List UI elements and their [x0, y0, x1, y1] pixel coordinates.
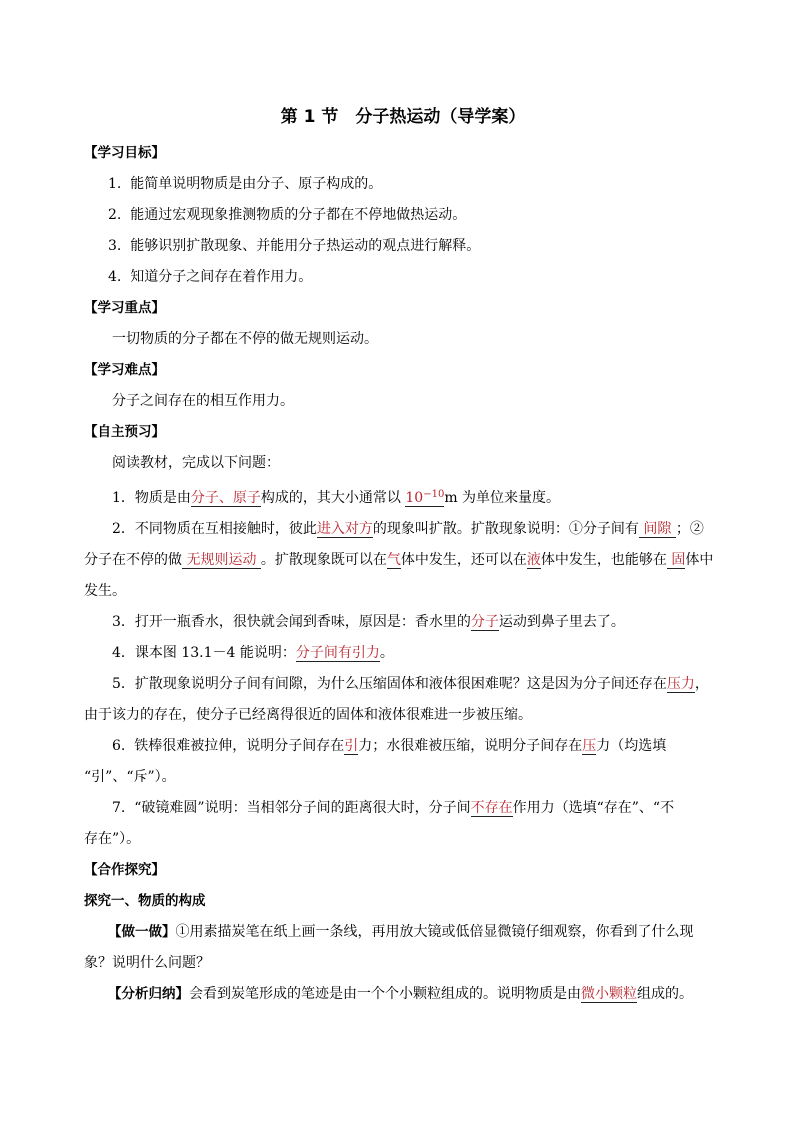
q-text: 体中: [685, 552, 714, 568]
explore-subheading: 探究一、物质的构成: [84, 893, 206, 909]
q-text: 1．物质是由: [112, 490, 191, 506]
q-text: 铁棒很难被拉伸，说明分子间存在: [134, 738, 345, 754]
goal-item: [84, 262, 712, 293]
answer-exponent: −10: [423, 489, 445, 500]
analysis: [84, 979, 712, 1010]
goal-item: [84, 231, 712, 262]
goal-num: 1.: [108, 176, 122, 192]
q-text: 力；水很难被压缩，说明分子间存在: [358, 738, 583, 754]
question-7-cont: 存在”）。: [84, 831, 141, 847]
do-activity: [84, 917, 712, 948]
answer-blank: 10: [405, 490, 424, 506]
question-5-cont: 由于该力的存在，使分子已经离得很近的固体和液体很难进一步被压缩。: [84, 707, 532, 723]
q-num: 6.: [112, 738, 126, 754]
page-title: 第 1 节 分子热运动（导学案）: [280, 107, 526, 127]
answer-blank: 压: [582, 738, 597, 754]
question-7: [84, 793, 712, 824]
q-text: 3．打开一瓶香水，很快就会闻到香味，原因是：香水里的: [112, 614, 471, 630]
goal-num: 3.: [108, 238, 122, 254]
answer-blank: 分子: [470, 614, 499, 630]
question-2: [84, 514, 712, 545]
q-text: 体中发生，也能够在: [540, 552, 667, 568]
answer-blank: 间隙: [638, 521, 676, 537]
do-label: 【做一做】: [108, 924, 176, 940]
q-text: 为单位来量度。: [457, 490, 561, 506]
answer-blank: 引: [344, 738, 359, 754]
question-4: [84, 638, 712, 669]
answer-blank: 微小颗粒: [581, 986, 637, 1002]
q-text: “破镜难圆”说明：当相邻分子间的距离很大时，分子间: [134, 800, 471, 816]
preview-heading: 【自主预习】: [84, 424, 165, 440]
difficulty-text: 分子之间存在的相互作用力。: [112, 393, 294, 409]
goal-num: 4.: [108, 269, 122, 285]
answer-blank: 气: [386, 552, 401, 568]
preview-intro: 阅读教材，完成以下问题：: [112, 455, 280, 471]
explore-heading: 【合作探究】: [84, 862, 165, 878]
answer-blank: 分子间有引力: [295, 645, 380, 661]
question-1: [84, 479, 712, 514]
answer-blank: 压力: [666, 676, 695, 692]
question-2-cont: [84, 545, 712, 576]
goals-heading: 【学习目标】: [84, 145, 165, 161]
answer-blank: 固: [666, 552, 686, 568]
q-text: 分子在不停的做: [84, 552, 182, 568]
answer-blank: 液: [526, 552, 541, 568]
q-text: 作用力（选填“存在”、“不: [512, 800, 675, 816]
q-text: 运动到鼻子里去了。: [498, 614, 625, 630]
goal-text: 能简单说明物质是由分子、原子构成的。: [130, 176, 383, 192]
q-text: ；②: [675, 521, 704, 537]
question-6-cont: “引”、“斥”）。: [84, 769, 176, 785]
goal-text: 能通过宏观现象推测物质的分子都在不停地做热运动。: [130, 207, 467, 223]
q-text: 力（均选填: [596, 738, 667, 754]
q-text: ，: [694, 676, 709, 692]
key-heading: 【学习重点】: [84, 300, 165, 316]
q-text: 2．不同物质在互相接触时，彼此: [112, 521, 317, 537]
analysis-text: 组成的。: [637, 986, 693, 1002]
goal-text: 知道分子之间存在着作用力。: [130, 269, 313, 285]
analysis-text: 会看到炭笔形成的笔迹是由一个个小颗粒组成的。说明物质是由: [189, 986, 581, 1002]
document-page: [84, 104, 712, 1010]
q-text: 。: [379, 645, 394, 661]
answer-blank: 不存在: [470, 800, 513, 816]
q-text: 的现象叫扩散。扩散现象说明：①分子间有: [372, 521, 639, 537]
question-3: [84, 607, 712, 638]
difficulty-heading: 【学习难点】: [84, 362, 165, 378]
answer-blank: 分子、原子: [190, 490, 261, 506]
answer-blank: 无规则运动: [182, 552, 261, 568]
q-text: 4．课本图 13.1－4 能说明：: [112, 645, 296, 661]
do-activity-cont: 象？说明什么问题？: [84, 955, 210, 971]
analysis-label: 【分析归纳】: [108, 986, 189, 1002]
goal-item: [84, 169, 712, 200]
goal-num: 2.: [108, 207, 122, 223]
goal-text: 能够识别扩散现象、并能用分子热运动的观点进行解释。: [130, 238, 481, 254]
q-num: 7.: [112, 800, 126, 816]
q-text: m: [444, 490, 458, 506]
question-5: [84, 669, 712, 700]
goal-item: [84, 200, 712, 231]
q-text: 体中发生，还可以在: [400, 552, 527, 568]
answer-blank: 进入对方: [316, 521, 373, 537]
do-text: ①用素描炭笔在纸上画一条线，再用放大镜或低倍显微镜仔细观察，你看到了什么现: [175, 924, 694, 940]
q-text: 5．扩散现象说明分子间有间隙，为什么压缩固体和液体很困难呢？这是因为分子间还存在: [112, 676, 667, 692]
q-text: 。扩散现象既可以在: [260, 552, 387, 568]
key-text: 一切物质的分子都在不停的做无规则运动。: [112, 331, 378, 347]
question-6: [84, 731, 712, 762]
q-text: 构成的，其大小通常以: [260, 490, 406, 506]
question-2-end: 发生。: [84, 583, 126, 599]
